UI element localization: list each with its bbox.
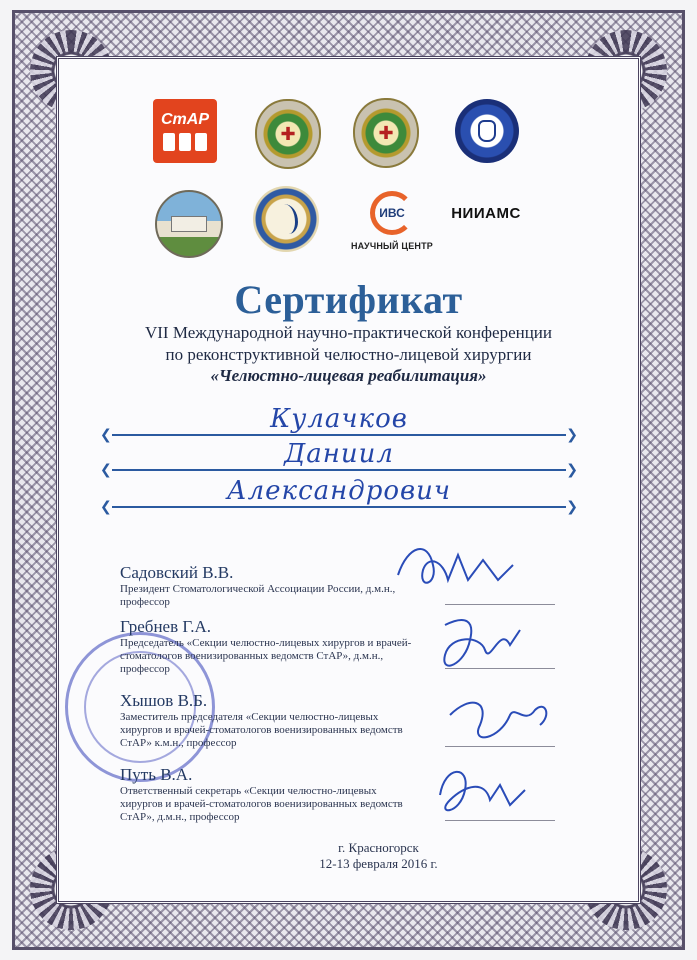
military-medical-emblem-logo <box>255 99 321 169</box>
tooth-icon <box>478 120 496 142</box>
signatory-name: Хышов В.Б. <box>120 691 208 710</box>
recipient-surname-line <box>100 404 578 443</box>
medical-cross-icon: ✚ <box>280 123 296 145</box>
conference-line-1: VII Международной научно-практической конференции <box>144 323 553 342</box>
arrow-right-icon: ❯ <box>566 462 578 478</box>
star-association-logo <box>153 99 217 163</box>
recipient-first-name: Даниил <box>284 439 394 469</box>
handwritten-signature <box>388 535 528 605</box>
signatory <box>120 617 420 676</box>
conference-line-2: по реконструктивной челюстно-лицевой хирургии <box>165 345 532 364</box>
conference-name: «Челюстно-лицевая реабилитация» <box>210 366 487 385</box>
ivs-logo-subtitle: НАУЧНЫЙ ЦЕНТР <box>350 241 434 251</box>
recipient-patronymic-line <box>100 476 578 515</box>
signatory <box>120 691 420 750</box>
dental-society-seal-logo <box>455 99 519 163</box>
signatory <box>120 563 420 609</box>
handwritten-signature <box>425 755 545 830</box>
ivs-research-center-logo <box>342 186 442 256</box>
signatory-role: Заместитель председателя «Секции челюстно-лицевых хирургов и врачей-стоматологов военизированных ведомств СтАР» к.м.н., профессор <box>120 711 403 749</box>
star-logo-columns <box>163 133 207 151</box>
handwritten-signature <box>440 685 560 755</box>
handwritten-signature <box>425 605 535 685</box>
event-city: г. Красногорск <box>338 840 419 855</box>
niiams-logo <box>450 202 522 224</box>
star-logo-text: СтАР <box>160 111 209 128</box>
arrow-right-icon: ❯ <box>566 499 578 515</box>
recipient-first-name-line <box>100 439 578 478</box>
signatory-name: Садовский В.В. <box>120 563 234 582</box>
arrow-left-icon: ❮ <box>100 462 112 478</box>
building-icon <box>171 216 207 232</box>
name-rule <box>112 469 566 471</box>
academy-building-logo <box>155 190 223 258</box>
military-medical-emblem-logo <box>353 98 419 168</box>
face-profile-seal-logo <box>253 186 319 252</box>
signatory-role: Ответственный секретарь «Секции челюстно-лицевых хирургов и врачей-стоматологов военизированных ведомств СтАР», д.м.н., профессор <box>120 785 403 823</box>
event-date: 12-13 февраля 2016 г. <box>319 856 438 871</box>
signatory-name: Гребнев Г.А. <box>120 617 212 636</box>
signatory-name: Путь В.А. <box>120 765 193 784</box>
name-rule <box>112 506 566 508</box>
signatory-role: Председатель «Секции челюстно-лицевых хирургов и врачей-стоматологов военизированных ведомств СтАР», д.м.н., профессор <box>120 637 412 675</box>
ivs-logo-text: ИВС <box>379 206 405 220</box>
recipient-patronymic: Александрович <box>226 476 452 506</box>
arrow-left-icon: ❮ <box>100 499 112 515</box>
signatory-role: Президент Стоматологической Ассоциации России, д.м.н., профессор <box>120 583 396 608</box>
recipient-surname: Кулачков <box>270 404 408 434</box>
face-profile-icon <box>275 204 298 234</box>
signatory <box>120 765 420 824</box>
medical-cross-icon: ✚ <box>378 122 394 144</box>
name-rule <box>112 434 566 436</box>
arrow-left-icon: ❮ <box>100 427 112 443</box>
niiams-logo-text: НИИАМС <box>451 204 521 222</box>
certificate-title: Сертификат <box>234 277 463 322</box>
ivs-ring-icon <box>370 191 414 235</box>
arrow-right-icon: ❯ <box>566 427 578 443</box>
